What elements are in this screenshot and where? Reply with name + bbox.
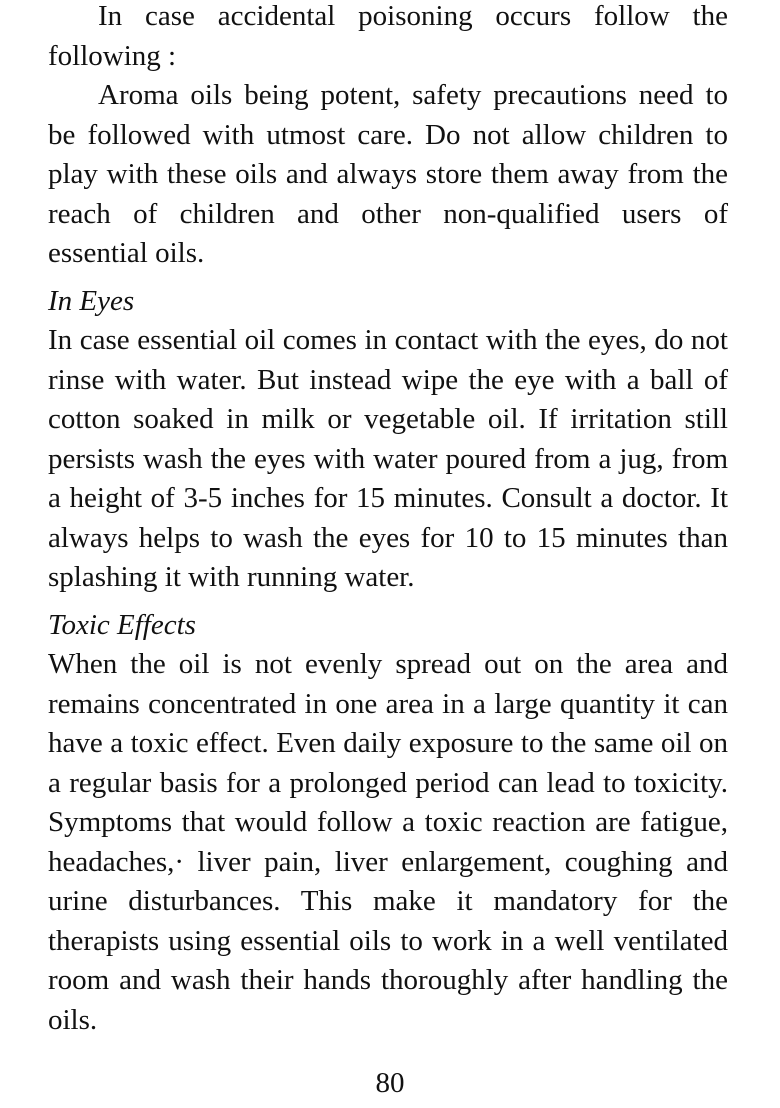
section-heading-toxic-effects: Toxic Effects [48,608,196,641]
section-body-in-eyes: In case essential oil comes in contact with the eyes, do not rinse with water. But instead wipe the eye with a ball of cotton soaked in milk or vegetable oil. If irritation still persists wash the eyes with water poured from a jug, from a height of 3-5 inches for 15 minutes. Consult a doctor. It always helps to wash the eyes for 10 to 15 minutes than splashing it with running water. [48,324,728,593]
section-heading-in-eyes: In Eyes [48,284,135,317]
intro-paragraph-2: Aroma oils being potent, safety precautions need to be followed with utmost care. Do not allow children to play with these oils and always store them away from the reach of children and other non-qualified users of essential oils. [48,79,728,269]
document-page [48,0,728,1108]
page-number: 80 [375,1067,405,1099]
intro-paragraph-1: In case accidental poisoning occurs follow the following : [48,0,728,72]
section-body-toxic-effects: When the oil is not evenly spread out on the area and remains concentrated in one area in a large quantity it can have a toxic effect. Even daily exposure to the same oil on a regular basis for a prolonged period can lead to toxicity. Symptoms that would follow a toxic reaction are fatigue, headaches,· liver pain, liver enlargement, coughing and urine disturbances. This make it mandatory for the therapists using essential oils to work in a well ventilated room and wash their hands thoroughly after handling the oils. [48,648,728,1036]
